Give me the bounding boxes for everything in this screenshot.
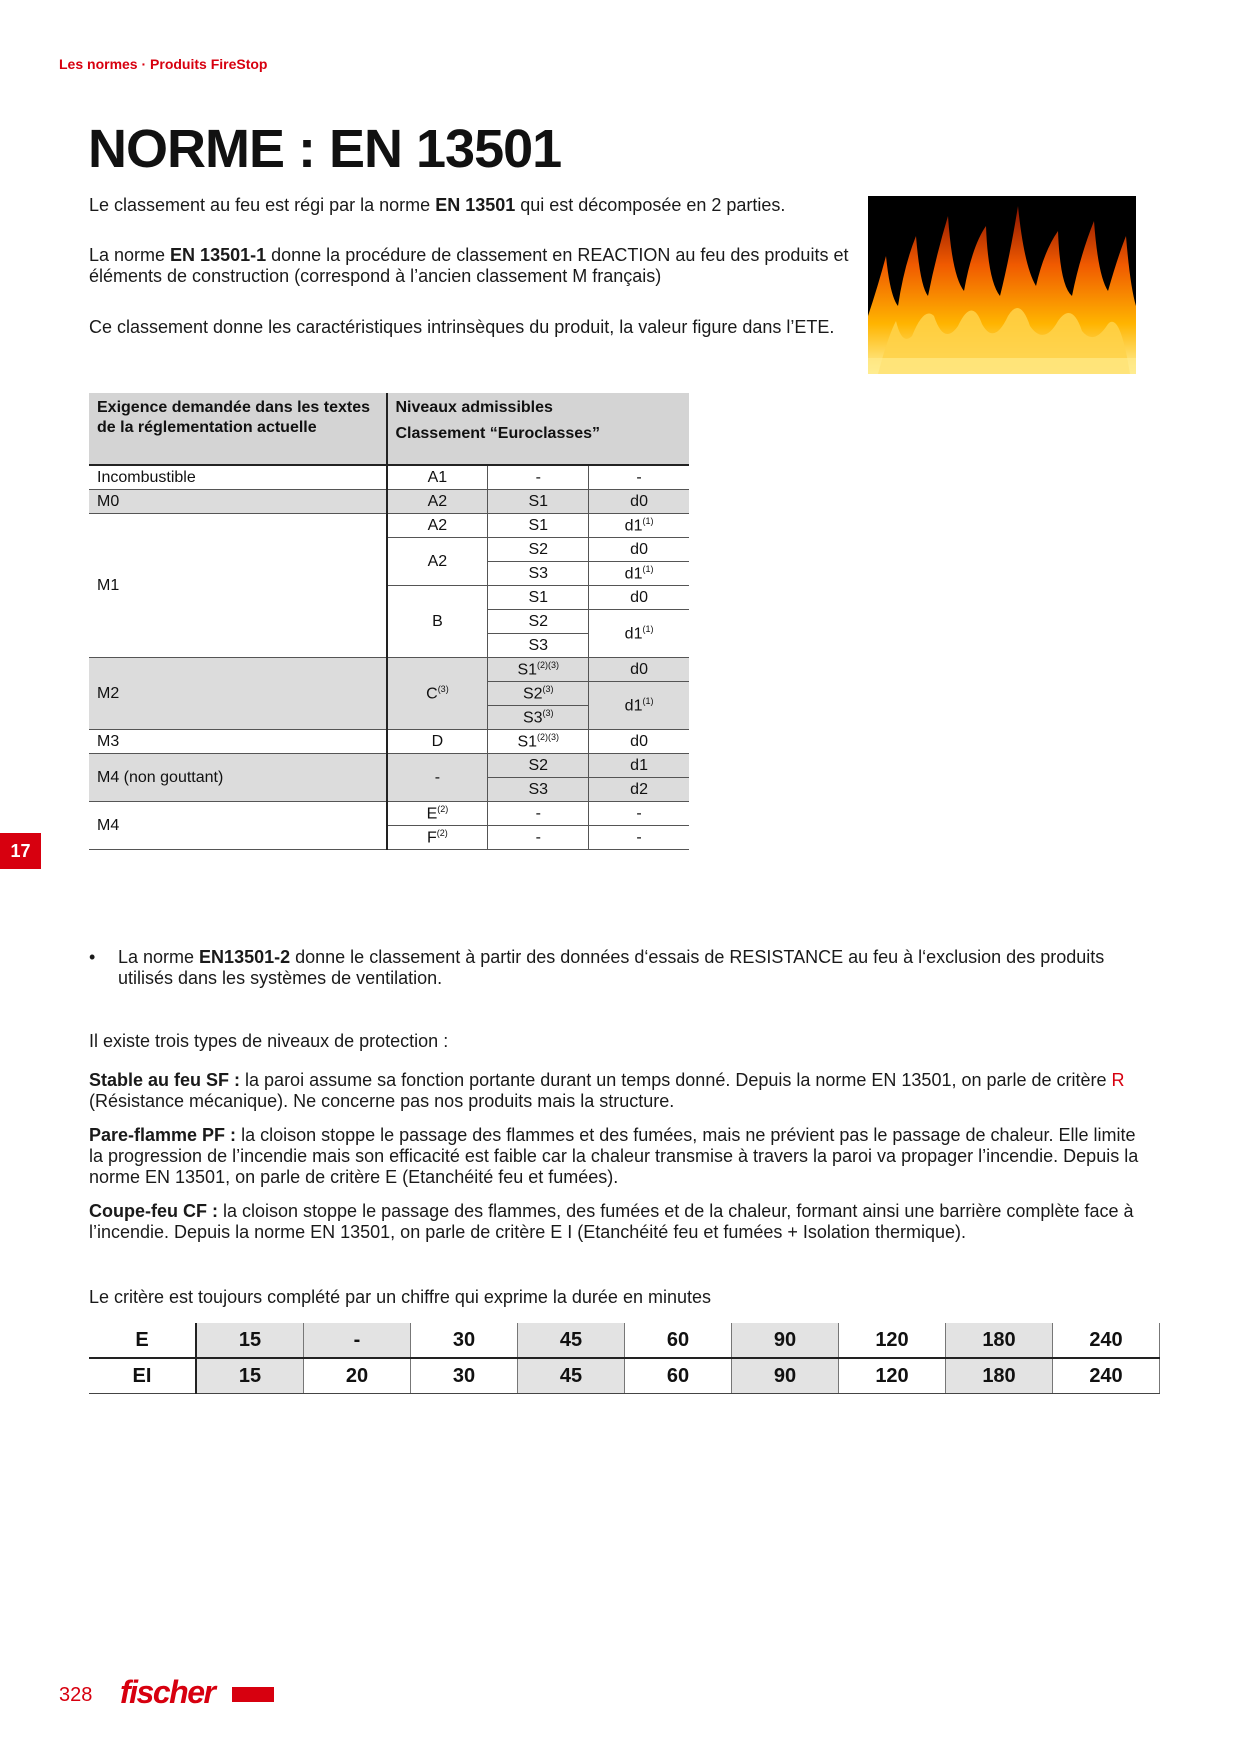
table-row: S3$^{(3)}$ <box>89 706 689 730</box>
duration-table <box>89 1323 1160 1394</box>
table-row: S2$^{(3)}$ d1$^{(1)}$ <box>89 682 689 706</box>
table-row: Incombustible A1 - - <box>89 465 689 490</box>
duration-row-e: E 15 - 30 45 60 90 120 180 240 <box>89 1323 1160 1358</box>
levels-intro: Il existe trois types de niveaux de protection : <box>89 1031 449 1051</box>
table-row: B S1 d0 <box>89 586 689 610</box>
page-number: 328 <box>59 1684 93 1706</box>
euroclass-table <box>89 393 689 850</box>
chapter-tab: 17 <box>0 833 41 869</box>
table-row: S3 d2 <box>89 778 689 802</box>
table-row: M0 A2 S1 d0 <box>89 490 689 514</box>
bullet-dot: • <box>89 947 96 967</box>
intro-paragraph-2: La norme EN 13501-1 donne la procédure de classement en REACTION au feu des produits et éléments de construction (correspond à l’ancien classement M français) <box>89 245 849 286</box>
table-row: M1 A2 S1 d1$^{(1)}$ <box>89 514 689 538</box>
intro-paragraph-3: Ce classement donne les caractéristiques intrinsèques du produit, la valeur figure dans l’ETE. <box>89 317 835 337</box>
table-header-levels: Niveaux admissibles Classement “Euroclasses” <box>387 393 690 465</box>
duration-intro: Le critère est toujours complété par un chiffre qui exprime la durée en minutes <box>89 1287 711 1307</box>
definition-sf: Stable au feu SF : la paroi assume sa fonction portante durant un temps donné. Depuis la norme EN 13501, on parle de critère R (Résistance mécanique). Ne concerne pas nos produits mais la structure. <box>89 1070 1125 1111</box>
logo-badge-icon <box>232 1687 274 1702</box>
table-row: M3 D $S1^{(2)(3)}$ d0 <box>89 730 689 754</box>
table-row: S3 d1$^{(1)}$ <box>89 562 689 586</box>
duration-row-ei: EI 15 20 30 45 60 90 120 180 240 <box>89 1358 1160 1394</box>
breadcrumb: Les normes · Produits FireStop <box>59 56 268 72</box>
table-row: S2 d1$^{(1)}$ <box>89 610 689 634</box>
table-row: S3 <box>89 634 689 658</box>
table-row: A2 S2 d0 <box>89 538 689 562</box>
fischer-logo: fischer <box>120 1674 215 1710</box>
definition-pf: Pare-flamme PF : la cloison stoppe le passage des flammes et des fumées, mais ne prévient pas le passage de chaleur. Elle limite la progression de l’incendie mais son efficacité est faible car la chaleur transmise à travers la paroi va propager l’incendie. Depuis la norme EN 13501, on parle de critère E (Etanchéité feu et fumées). <box>89 1125 1139 1187</box>
bullet-en13501-2: • La norme EN13501-2 donne le classement à partir des données d‘essais de RESISTANCE au feu à l‘exclusion des produits utilisés dans les systèmes de ventilation. <box>89 947 1105 988</box>
intro-paragraph-1: Le classement au feu est régi par la norme EN 13501 qui est décomposée en 2 parties. <box>89 195 786 215</box>
table-row: M4 (non gouttant) - S2 d1 <box>89 754 689 778</box>
table-row: M4 $E^{(2)}$ - - <box>89 802 689 826</box>
definition-cf: Coupe-feu CF : la cloison stoppe le passage des flammes, des fumées et de la chaleur, formant ainsi une barrière complète face à l’incendie. Depuis la norme EN 13501, on parle de critère E I (Etanchéité feu et fumées + Isolation thermique). <box>89 1201 1134 1242</box>
table-header-requirement: Exigence demandée dans les textes de la réglementation actuelle <box>89 393 387 465</box>
page-title: NORME : EN 13501 <box>88 119 562 179</box>
fire-image <box>868 196 1136 374</box>
table-row: M2 $C^{(3)}$ $S1^{(2)(3)}$ d0 <box>89 658 689 682</box>
table-row: $F^{(2)}$ - - <box>89 826 689 850</box>
